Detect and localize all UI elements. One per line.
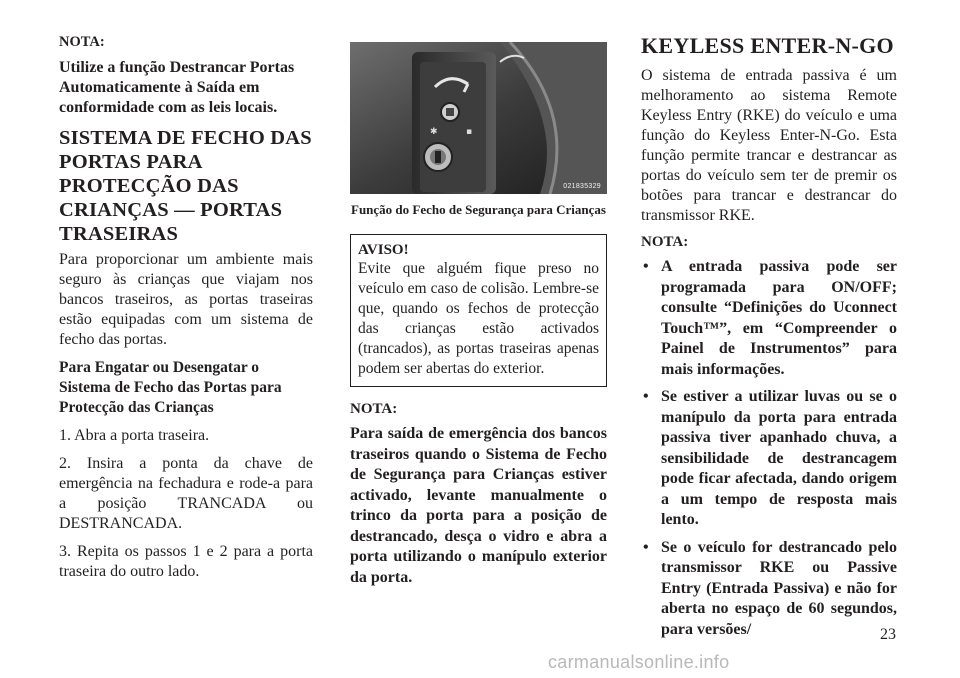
child-lock-section-title: SISTEMA DE FECHO DAS PORTAS PARA PROTECÇÃO DAS CRIANÇAS — PORTAS TRASEIRAS [59,127,312,245]
figure-code: 021835329 [563,183,601,190]
middle-column [350,38,607,588]
note-label: NOTA: [641,234,689,250]
left-column [59,34,313,590]
right-column [641,34,897,647]
note-label: NOTA: [350,401,398,417]
warning-title: AVISO! [358,242,409,258]
svg-text:✱: ✱ [430,127,438,137]
child-lock-subheading: Para Engatar ou Desengatar o Sistema de Fecho das Portas para Protecção das Crianças [59,359,282,416]
bullet-text: Se o veículo for destrancado pelo transmissor RKE ou Passive Entry (Entrada Passiva) e não for aberta no espaço de 60 segundos, para versões/ [661,538,897,638]
list-item: • Se estiver a utilizar luvas ou se o manípulo da porta para entrada passiva tiver apanhado chuva, a sensibilidade de destrancagem pode ficar afectada, dando origem a um tempo de resposta mais lento. [643,388,897,528]
step-3: 3. Repita os passos 1 e 2 para a porta traseira do outro lado. [59,543,313,580]
bullet-text: Se estiver a utilizar luvas ou se o manípulo da porta para entrada passiva tiver apanhado chuva, a sensibilidade de destrancagem pode ficar afectada, dando origem a um tempo de resposta mais lento. [661,388,897,528]
note-label: NOTA: [59,34,105,50]
warning-text: Evite que alguém fique preso no veículo em caso de colisão. Lembre-se que, quando os fechos de protecção das crianças estão activados (trancados), as portas traseiras apenas podem ser abertas do exterior. [358,260,599,377]
watermark: carmanualsonline.info [548,652,730,672]
door-lock-illustration [350,42,607,194]
emergency-exit-note: Para saída de emergência dos bancos traseiros quando o Sistema de Fecho de Segurança para Crianças estiver activado, levante manualmente o trinco da porta para a posição de destrancado, desça o vidro e abra a porta utilizando o manípulo exterior da porta. [350,425,607,586]
keyless-section-title: KEYLESS ENTER-N-GO [641,33,894,58]
step-2: 2. Insira a ponta da chave de emergência na fechadura e rode-a para a posição TRANCADA ou DESTRANCADA. [59,455,313,532]
child-lock-figure [350,42,607,194]
child-lock-intro: Para proporcionar um ambiente mais seguro às crianças que viajam nos bancos traseiros, as portas traseiras estão equipadas com um sistema de fecho das portas. [59,251,313,348]
list-item: • Se o veículo for destrancado pelo transmissor RKE ou Passive Entry (Entrada Passiva) e não for aberta no espaço de 60 segundos, para versões/ [643,538,897,638]
keyless-notes-list [641,257,897,640]
keyless-intro: O sistema de entrada passiva é um melhoramento ao sistema Remote Keyless Entry (RKE) do veículo e uma função do Keyless Enter-N-Go. Esta função permite trancar e destrancar as portas do veículo sem ter de premir os botões para trancar e destrancar do transmissor RKE. [641,67,897,224]
note-text: Utilize a função Destrancar Portas Automaticamente à Saída em conformidade com as leis locais. [59,59,295,116]
warning-box [350,234,607,387]
figure-caption: Função do Fecho de Segurança para Crianças [351,202,606,217]
svg-text:▪: ▪ [466,127,473,137]
step-1: 1. Abra a porta traseira. [59,427,210,444]
page-number: 23 [880,626,896,643]
bullet-text: A entrada passiva pode ser programada para ON/OFF; consulte “Definições do Uconnect Touch™”, em “Compreender o Painel de Instrumentos” para mais informações. [661,258,897,378]
list-item: • A entrada passiva pode ser programada para ON/OFF; consulte “Definições do Uconnect Touch™”, em “Compreender o Painel de Instrumentos” para mais informações. [643,258,897,378]
